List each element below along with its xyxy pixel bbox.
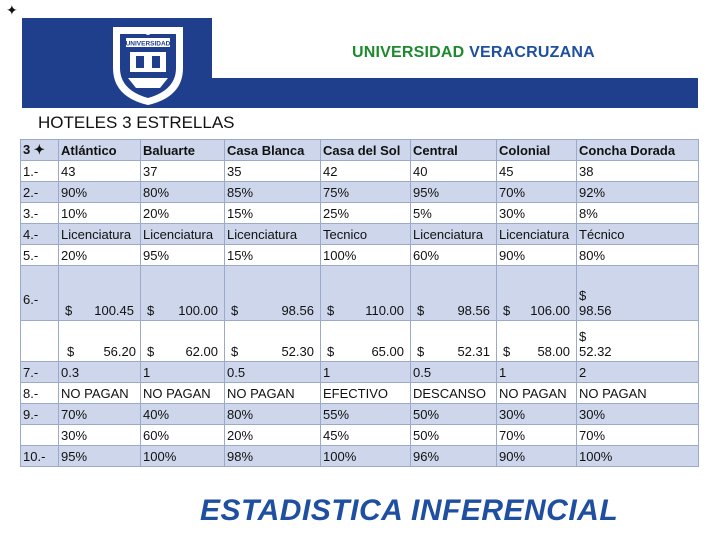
table-row [21, 446, 699, 467]
table-cell: 85% [225, 182, 321, 203]
row-label: 8.- [21, 383, 59, 404]
row-label: 3.- [21, 203, 59, 224]
table-row [21, 425, 699, 446]
money-cell: $ 98.56 [411, 266, 497, 321]
table-row [21, 224, 699, 245]
table-header-row [21, 140, 699, 161]
table-cell: 8% [577, 203, 699, 224]
table-cell: 90% [497, 446, 577, 467]
table-cell: 90% [59, 182, 141, 203]
star-icon: ✦ [33, 142, 45, 157]
table-cell: 30% [577, 404, 699, 425]
table-cell: 15% [225, 203, 321, 224]
row-label: 6.- [21, 266, 59, 321]
table-cell: 30% [497, 404, 577, 425]
table-cell: Tecnico [321, 224, 411, 245]
page-subtitle: HOTELES 3 ESTRELLAS [38, 113, 235, 132]
table-cell: 70% [497, 425, 577, 446]
table-cell: 45 [497, 161, 577, 182]
table-cell: 80% [141, 182, 225, 203]
table-cell: 100% [141, 446, 225, 467]
table-row-money [21, 321, 699, 362]
row-label: 5.- [21, 245, 59, 266]
col-header: Casa Blanca [225, 140, 321, 161]
table-cell: 40% [141, 404, 225, 425]
table-cell: 80% [577, 245, 699, 266]
row-label: 2.- [21, 182, 59, 203]
title-veracruzana: VERACRUZANA [469, 44, 595, 61]
table-cell: Técnico [577, 224, 699, 245]
svg-text:UNIVERSIDAD: UNIVERSIDAD [125, 40, 171, 48]
table-cell: NO PAGAN [59, 383, 141, 404]
money-cell: $ 65.00 [321, 321, 411, 362]
table-cell: Licenciatura [59, 224, 141, 245]
table-cell: EFECTIVO [321, 383, 411, 404]
table-cell: 70% [497, 182, 577, 203]
table-cell: 0.5 [411, 362, 497, 383]
row-label: 4.- [21, 224, 59, 245]
col-header: Central [411, 140, 497, 161]
table-cell: Licenciatura [497, 224, 577, 245]
row-label: 1.- [21, 161, 59, 182]
table-cell: 95% [141, 245, 225, 266]
table-cell: 60% [141, 425, 225, 446]
footer-title: ESTADISTICA INFERENCIAL [200, 494, 619, 527]
table-cell: 42 [321, 161, 411, 182]
table-cell: 20% [59, 245, 141, 266]
table-cell: 15% [225, 245, 321, 266]
row-label [21, 321, 59, 362]
table-cell: NO PAGAN [497, 383, 577, 404]
table-cell: 40 [411, 161, 497, 182]
table-cell: 60% [411, 245, 497, 266]
money-cell: $ 52.31 [411, 321, 497, 362]
table-cell: 37 [141, 161, 225, 182]
money-cell: $ 52.30 [225, 321, 321, 362]
money-cell: $ 100.00 [141, 266, 225, 321]
table-cell: 55% [321, 404, 411, 425]
table-cell: 1 [497, 362, 577, 383]
university-seal-logo [100, 22, 196, 106]
money-cell: $ 62.00 [141, 321, 225, 362]
table-cell: 0.3 [59, 362, 141, 383]
table-cell: NO PAGAN [141, 383, 225, 404]
table-cell: 96% [411, 446, 497, 467]
table-cell: NO PAGAN [577, 383, 699, 404]
table-cell: 30% [497, 203, 577, 224]
money-cell: $ 52.32 [577, 321, 699, 362]
money-cell: $ 98.56 [225, 266, 321, 321]
col-header: Atlántico [59, 140, 141, 161]
table-cell: 43 [59, 161, 141, 182]
money-cell: $ 110.00 [321, 266, 411, 321]
hotel-stats-table [20, 139, 699, 467]
table-cell: 98% [225, 446, 321, 467]
table-cell: 100% [321, 245, 411, 266]
table-cell: 10% [59, 203, 141, 224]
table-cell: 1 [141, 362, 225, 383]
table-cell: 70% [577, 425, 699, 446]
money-cell: $ 56.20 [59, 321, 141, 362]
money-cell: $ 58.00 [497, 321, 577, 362]
table-row [21, 245, 699, 266]
money-cell: $ 106.00 [497, 266, 577, 321]
table-row [21, 182, 699, 203]
table-cell: 2 [577, 362, 699, 383]
table-cell: 20% [225, 425, 321, 446]
table-cell: 95% [59, 446, 141, 467]
table-cell: 95% [411, 182, 497, 203]
table-cell: 38 [577, 161, 699, 182]
col-header: Casa del Sol [321, 140, 411, 161]
title-universidad: UNIVERSIDAD [352, 44, 465, 61]
row-label: 7.- [21, 362, 59, 383]
university-title [352, 44, 595, 62]
table-cell: Licenciatura [411, 224, 497, 245]
table-cell: DESCANSO [411, 383, 497, 404]
header-corner: 3 ✦ [21, 140, 59, 161]
table-cell: 25% [321, 203, 411, 224]
table-cell: 50% [411, 425, 497, 446]
row-label: 9.- [21, 404, 59, 425]
table-cell: 1 [321, 362, 411, 383]
table-cell: 80% [225, 404, 321, 425]
table-row [21, 383, 699, 404]
table-cell: 50% [411, 404, 497, 425]
table-cell: 100% [321, 446, 411, 467]
table-row [21, 362, 699, 383]
row-label [21, 425, 59, 446]
row-label: 10.- [21, 446, 59, 467]
table-cell: 35 [225, 161, 321, 182]
table-cell: 70% [59, 404, 141, 425]
money-cell: $ 100.45 [59, 266, 141, 321]
table-cell: 20% [141, 203, 225, 224]
table-row [21, 404, 699, 425]
table-cell: Licenciatura [141, 224, 225, 245]
corner-star-icon: ✦ [6, 2, 18, 18]
table-cell: 75% [321, 182, 411, 203]
table-cell: 100% [577, 446, 699, 467]
table-cell: 45% [321, 425, 411, 446]
table-row [21, 161, 699, 182]
money-cell: $ 98.56 [577, 266, 699, 321]
table-cell: Licenciatura [225, 224, 321, 245]
table-cell: 5% [411, 203, 497, 224]
col-header: Concha Dorada [577, 140, 699, 161]
table-cell: 90% [497, 245, 577, 266]
table-cell: 30% [59, 425, 141, 446]
table-row [21, 203, 699, 224]
table-row-money [21, 266, 699, 321]
table-cell: 92% [577, 182, 699, 203]
col-header: Baluarte [141, 140, 225, 161]
table-cell: NO PAGAN [225, 383, 321, 404]
col-header: Colonial [497, 140, 577, 161]
table-cell: 0.5 [225, 362, 321, 383]
header-banner [22, 18, 698, 108]
